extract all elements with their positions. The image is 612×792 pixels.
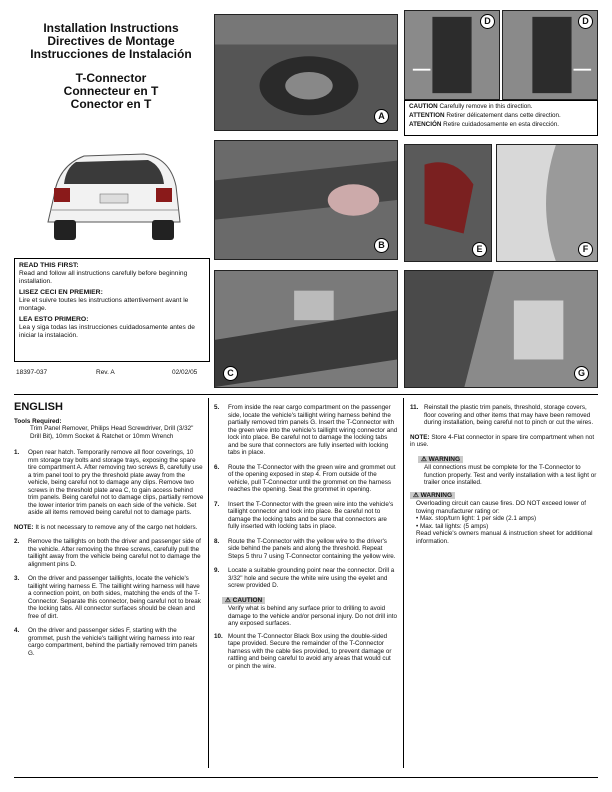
column-divider-2 xyxy=(403,398,404,768)
subtitle-en: T-Connector xyxy=(75,71,147,85)
step-7-text: Insert the T-Connector with the green wire into the vehicle's taillight connector and lock into place. Be careful not to damage the locking tabs and be sure that connectors are fully inserted with locking tabs in place. xyxy=(228,500,394,530)
subtitle-block xyxy=(16,72,206,111)
warning-fire-text-a: Overloading circuit can cause fires. DO NOT exceed lower of towing manufacturer rating or: xyxy=(416,500,586,515)
step-2-text: Remove the taillights on both the driver and passenger side of the vehicle. After removing the three screws, carefully pull the taillight away from the vehicle being careful not to damage the alignment pins D. xyxy=(28,538,201,568)
photo-b xyxy=(214,140,398,260)
title-en: Installation Instructions xyxy=(43,21,179,35)
step-5-text: From inside the rear cargo compartment on the passenger side, locate the vehicle's taillight wiring harness behind the partially removed trim panels G. Insert the T-Connector with the green wire into the vehicle's taillight wiring connector and lock into place. Be careful not to damage the locking tabs and be sure that connectors are fully inserted with locking tabs in place. xyxy=(228,404,398,456)
step-6-number: 6. xyxy=(214,463,220,471)
step-8 xyxy=(214,538,398,561)
step-10-text: Mount the T-Connector Black Box using the double-sided tape provided. Secure the remainder of the T-Connector harness with the cable ties provided, to prevent damage or rattling and being careful to avoid any areas that would cut or pinch the wire. xyxy=(228,632,392,670)
photo-g xyxy=(404,270,598,388)
step-2-number: 2. xyxy=(14,538,20,545)
bottom-divider xyxy=(14,777,598,778)
photo-d-right-label: D xyxy=(578,14,593,29)
title-fr: Directives de Montage xyxy=(47,34,175,48)
tools-body: Trim Panel Remover, Philips Head Screwdriver, Drill (3/32" Drill Bit), 10mm Socket & Ratchet or 10mm Wrench xyxy=(30,425,194,440)
note-storage-label: NOTE: xyxy=(410,433,430,441)
column-2 xyxy=(214,404,398,677)
note-text: It is not necessary to remove any of the cargo net holders. xyxy=(35,523,198,531)
photo-d-left xyxy=(404,10,500,100)
read-first-fr-heading: LISEZ CECI EN PREMIER: xyxy=(19,289,103,296)
warning-connections-label: ⚠ WARNING xyxy=(418,456,463,464)
photo-b-label: B xyxy=(374,238,389,253)
photo-e xyxy=(404,144,492,262)
warning-triangle-icon: ⚠ xyxy=(225,596,231,604)
read-first-box xyxy=(14,258,210,362)
column-divider-1 xyxy=(208,398,209,768)
tools-label: Tools Required: xyxy=(14,417,62,425)
doc-date: 02/02/05 xyxy=(172,369,198,376)
section-divider xyxy=(14,394,598,395)
caution-es-text: Retire cuidadosamente en esta dirección. xyxy=(443,121,560,128)
read-first-es-body: Lea y siga todas las instrucciones cuidadosamente antes de iniciar la instalación. xyxy=(19,324,195,339)
column-3 xyxy=(410,404,598,550)
caution-en-text: Carefully remove in this direction. xyxy=(439,103,533,110)
step-8-text: Route the T-Connector with the yellow wire to the driver's side behind the panels and along the threshold. Repeat Steps 5 thru 7 using T-Connector containing the yellow wire. xyxy=(228,537,396,560)
caution-direction-box xyxy=(404,100,598,136)
warning-triangle-icon: ⚠ xyxy=(413,491,419,499)
warning-connections-text: All connections must be complete for the T-Connector to function properly. Test and verify installation with a test light or trailer once installed. xyxy=(424,464,597,486)
caution-drilling-label: ⚠ CAUTION xyxy=(222,597,265,605)
warning-triangle-icon: ⚠ xyxy=(421,455,427,463)
step-7-number: 7. xyxy=(214,500,220,508)
step-9 xyxy=(214,567,398,590)
caution-es-label: ATENCIÓN xyxy=(409,121,442,128)
step-2 xyxy=(14,538,204,568)
warning-fire-label: ⚠ WARNING xyxy=(410,492,455,500)
step-1 xyxy=(14,449,204,517)
step-9-number: 9. xyxy=(214,567,220,574)
step-7 xyxy=(214,501,398,531)
step-6 xyxy=(214,464,398,494)
note-cargo-net xyxy=(14,524,204,532)
note-storage xyxy=(410,434,598,449)
read-first-es-heading: LEA ESTO PRIMERO: xyxy=(19,316,89,323)
title-es: Instrucciones de Instalación xyxy=(30,47,192,61)
photo-e-label: E xyxy=(472,242,487,257)
step-3 xyxy=(14,575,204,620)
step-3-text: On the driver and passenger taillights, locate the vehicle's taillight wiring harness E. The taillight wiring harness will have a connection point, on both sides, matching the ends of the T-Connector. Separate this connector, being careful not to break the locking tabs. All connector surfaces should be clean and free of dirt. xyxy=(28,575,201,620)
photo-f xyxy=(496,144,598,262)
step-3-number: 3. xyxy=(14,575,20,582)
note-storage-text: Store 4-Flat connector in spare tire compartment when not in use. xyxy=(410,433,595,448)
caution-en-label: CAUTION xyxy=(409,103,438,110)
step-11-number: 11. xyxy=(410,404,419,411)
step-6-text: Route the T-Connector with the green wire and grommet out of the opening exposed in step 4. From outside of the vehicle, pull T-Connector until the grommet on the harness reaches the opening. Seat the grommet in opening. xyxy=(228,463,396,493)
title-block xyxy=(16,22,206,61)
warning-fire-text-b: • Max. stop/turn light: 1 per side (2.1 amps) xyxy=(416,515,537,522)
photo-a xyxy=(214,14,398,131)
part-number: 18397-037 xyxy=(16,369,48,376)
step-5-number: 5. xyxy=(214,404,220,411)
step-10-number: 10. xyxy=(214,632,223,640)
warning-connections xyxy=(418,456,598,487)
photo-g-label: G xyxy=(574,366,589,381)
step-1-text: Open rear hatch. Temporarily remove all floor coverings, 10 mm storage tray bolts and storage trays, exposing the spare tire compartment A. After removing two screws B, carefully use a trim panel tool to pry the threshold plate away from the vehicle, being careful not to damage any clips. Remove two screws in the threshold plate area C, to gain access behind trim panels. Being careful not to damage clips, partially remove the lower interior trim panels on each side of the vehicle. Set aside all items removed being careful not to damage parts. xyxy=(28,449,204,516)
photo-a-label: A xyxy=(374,109,389,124)
step-9-text: Locate a suitable grounding point near the connector. Drill a 3/32" hole and secure the white wire using the eyelet and screw provided D. xyxy=(228,567,395,589)
step-8-number: 8. xyxy=(214,537,220,545)
subtitle-fr: Connecteur en T xyxy=(63,84,159,98)
column-1 xyxy=(14,401,204,664)
step-1-number: 1. xyxy=(14,449,20,456)
read-first-en-body: Read and follow all instructions carefully before beginning installation. xyxy=(19,270,188,285)
language-heading: ENGLISH xyxy=(14,401,63,413)
photo-d-left-label: D xyxy=(480,14,495,29)
warning-fire-text-d: Read vehicle's owners manual & instruction sheet for additional information. xyxy=(416,530,593,545)
caution-fr-label: ATTENTION xyxy=(409,112,445,119)
step-4 xyxy=(14,627,204,657)
step-10 xyxy=(214,633,398,671)
caution-drilling xyxy=(222,597,398,628)
warning-fire xyxy=(410,492,598,546)
note-label: NOTE: xyxy=(14,523,34,531)
step-11 xyxy=(410,404,598,427)
caution-drilling-text: Verify what is behind any surface prior to drilling to avoid damage to the vehicle and/or personal injury. Do not drill into any exposed surfaces. xyxy=(228,605,397,627)
photo-c xyxy=(214,270,398,388)
warning-fire-text-c: • Max. tail lights: (5 amps) xyxy=(416,522,489,530)
revision: Rev. A xyxy=(96,369,115,376)
step-4-number: 4. xyxy=(14,627,20,634)
photo-f-label: F xyxy=(578,242,593,257)
step-4-text: On the driver and passenger sides F, starting with the grommet, push the vehicle's taillight wiring harness into rear cargo compartment, behind the partially removed trim panels G. xyxy=(28,627,198,657)
step-11-text: Reinstall the plastic trim panels, threshold, storage covers, floor covering and other items that may have been removed during installation, being careful not to pinch or cut the wires. xyxy=(424,404,594,426)
read-first-fr-body: Lire et suivre toutes les instructions attentivement avant le montage. xyxy=(19,297,189,312)
photo-d-right xyxy=(502,10,598,100)
photo-c-label: C xyxy=(223,366,238,381)
read-first-en-heading: READ THIS FIRST: xyxy=(19,262,79,269)
vehicle-illustration xyxy=(14,126,210,252)
tools-required xyxy=(14,418,204,441)
step-5 xyxy=(214,404,398,457)
caution-fr-text: Retirer délicatement dans cette direction. xyxy=(446,112,561,119)
subtitle-es: Conector en T xyxy=(70,97,152,111)
